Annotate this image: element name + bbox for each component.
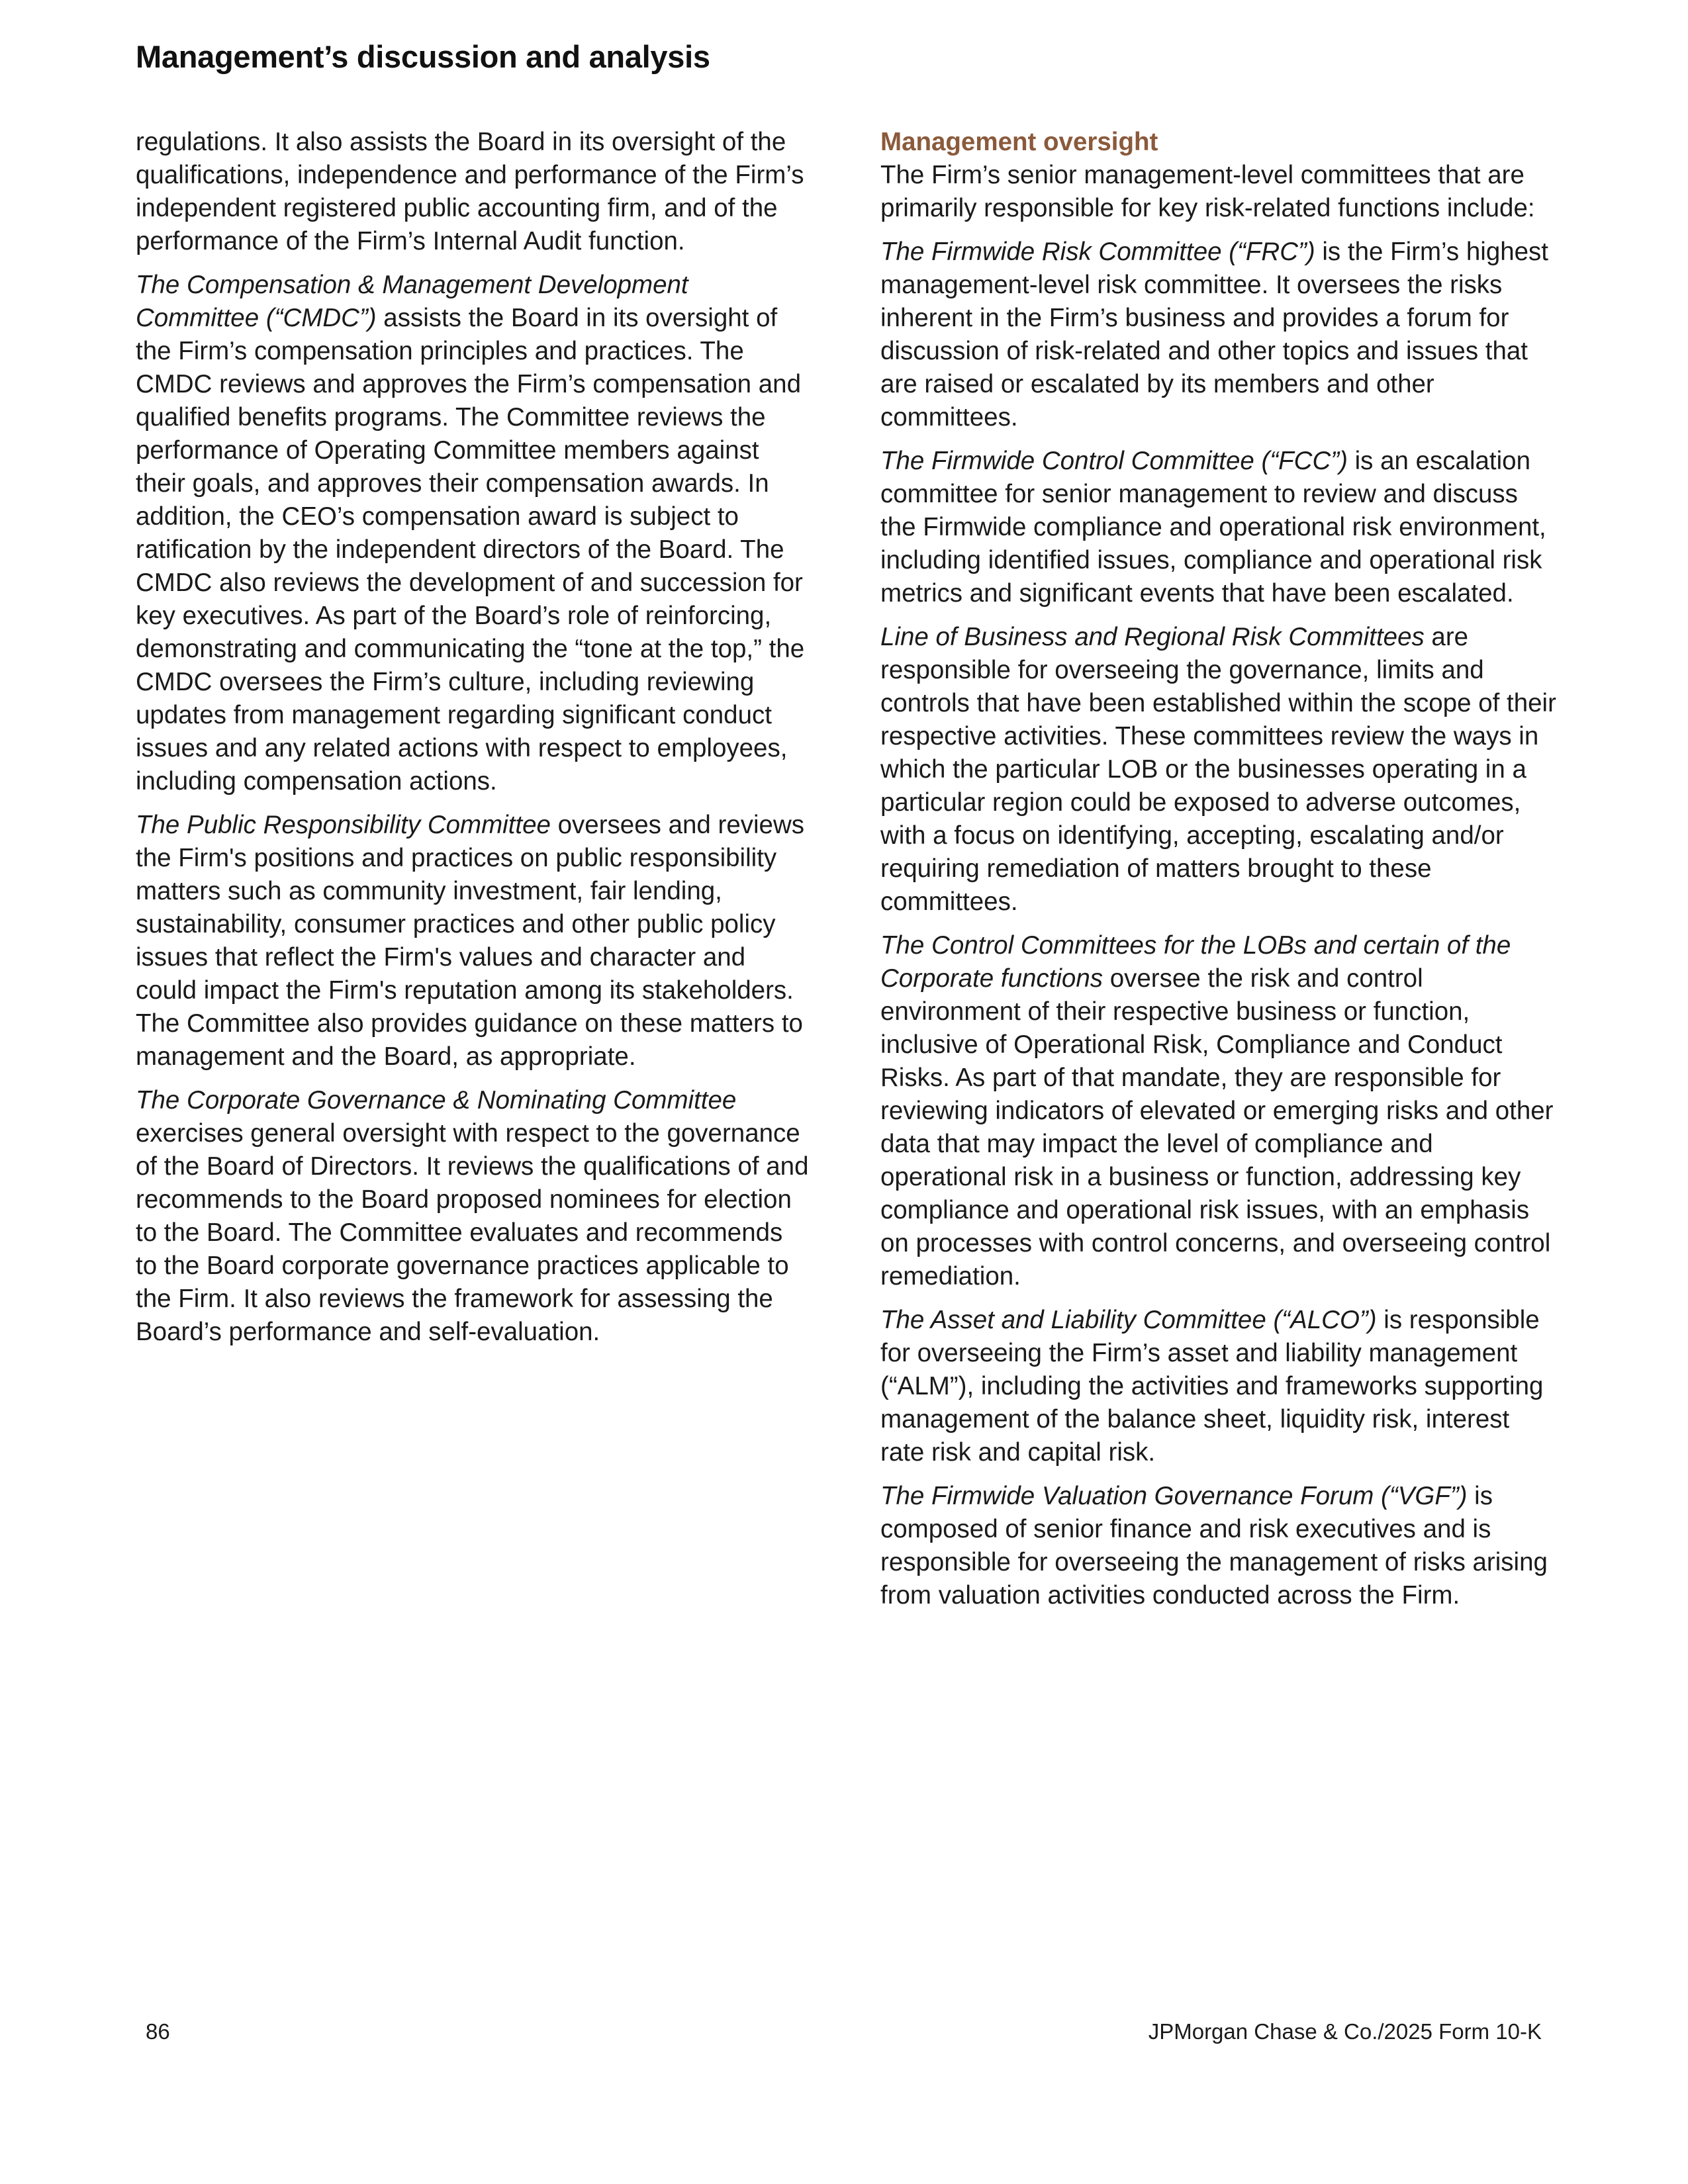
page-title: Management’s discussion and analysis: [136, 39, 710, 74]
footer-source: JPMorgan Chase & Co./2025 Form 10-K: [1148, 2019, 1542, 2044]
paragraph-fcc: [880, 445, 1559, 610]
paragraph-lob-regional: [880, 621, 1559, 919]
paragraph-alco: [880, 1304, 1559, 1469]
committee-name-fcc: The Firmwide Control Committee (“FCC”): [880, 447, 1348, 475]
paragraph-audit-committee-continued: [136, 126, 811, 258]
paragraph-text: is responsible for overseeing the Firm’s asset and liability management (“ALM”), including the activities and frameworks supporting management of the balance sheet, liquidity risk, interest rate risk and capital risk.: [880, 1306, 1544, 1467]
paragraph-public-responsibility: [136, 809, 811, 1073]
committee-name-frc: The Firmwide Risk Committee (“FRC”): [880, 238, 1315, 266]
committee-name-lob-regional: Line of Business and Regional Risk Committees: [880, 623, 1425, 651]
paragraph-cmdc: [136, 269, 811, 798]
paragraph-intro: [880, 159, 1559, 225]
paragraph-text: are responsible for overseeing the governance, limits and controls that have been established within the scope of their respective activities. These committees review the ways in which the particular LOB or the businesses operating in a particular region could be exposed to adverse outcomes, with a focus on identifying, accepting, escalating and/or requiring remediation of matters brought to these committees.: [880, 623, 1556, 916]
committee-name-vgf: The Firmwide Valuation Governance Forum (“VGF”): [880, 1482, 1468, 1510]
paragraph-text: oversee the risk and control environment of their respective business or function, inclusive of Operational Risk, Compliance and Conduct Risks. As part of that mandate, they are responsible for reviewing indicators of elevated or emerging risks and other data that may impact the level of compliance and operational risk in a business or function, addressing key compliance and operational risk issues, with an emphasis on processes with control concerns, and overseeing control remediation.: [880, 964, 1554, 1291]
page-number: 86: [146, 2019, 170, 2044]
section-heading-management-oversight: Management oversight: [880, 128, 1158, 156]
paragraph-text: regulations. It also assists the Board in its oversight of the qualifications, independence and performance of the Firm’s independent registered public accounting firm, and of the performance of the Firm’s Internal Audit function.: [136, 128, 804, 255]
paragraph-text: exercises general oversight with respect to the governance of the Board of Directors. It reviews the qualifications of and recommends to the Board proposed nominees for election to the Board. The Committee evaluates and recommends to the Board corporate governance practices applicable to the Firm. It also reviews the framework for assessing the Board’s performance and self-evaluation.: [136, 1119, 809, 1346]
committee-name-alco: The Asset and Liability Committee (“ALCO”): [880, 1306, 1377, 1334]
right-column: [880, 126, 1559, 1623]
committee-name-public-responsibility: The Public Responsibility Committee: [136, 811, 551, 839]
paragraph-text: is the Firm’s highest management-level risk committee. It oversees the risks inherent in the Firm’s business and provides a forum for discussion of risk-related and other topics and issues that are raised or escalated by its members and other committees.: [880, 238, 1548, 432]
paragraph-text: is an escalation committee for senior management to review and discuss the Firmwide compliance and operational risk environment, including identified issues, compliance and operational risk metrics and significant events that have been escalated.: [880, 447, 1546, 608]
paragraph-text: The Firm’s senior management-level committees that are primarily responsible for key risk-related functions include:: [880, 161, 1535, 222]
committee-name-control-committees: The Control Committees for the LOBs and certain of the Corporate functions: [880, 931, 1511, 993]
paragraph-corporate-governance: [136, 1084, 811, 1349]
committee-name-cmdc: The Compensation & Management Development Committee (“CMDC”): [136, 271, 688, 332]
committee-name-corporate-governance: The Corporate Governance & Nominating Committee: [136, 1086, 737, 1115]
paragraph-text: assists the Board in its oversight of the Firm’s compensation principles and practices. The CMDC reviews and approves the Firm’s compensation and qualified benefits programs. The Committee reviews the performance of Operating Committee members against their goals, and approves their compensation awards. In addition, the CEO’s compensation award is subject to ratification by the independent directors of the Board. The CMDC also reviews the development of and succession for key executives. As part of the Board’s role of reinforcing, demonstrating and communicating the “tone at the top,” the CMDC oversees the Firm’s culture, including reviewing updates from management regarding significant conduct issues and any related actions with respect to employees, including compensation actions.: [136, 304, 805, 796]
paragraph-control-committees: [880, 929, 1559, 1293]
left-column: [136, 126, 811, 1359]
paragraph-text: oversees and reviews the Firm's positions and practices on public responsibility matters such as community investment, fair lending, sustainability, consumer practices and other public policy issues that reflect the Firm's values and character and could impact the Firm's reputation among its stakeholders. The Committee also provides guidance on these matters to management and the Board, as appropriate.: [136, 811, 804, 1071]
paragraph-frc: [880, 236, 1559, 434]
paragraph-text: is composed of senior finance and risk executives and is responsible for overseeing the management of risks arising from valuation activities conducted across the Firm.: [880, 1482, 1548, 1610]
paragraph-vgf: [880, 1480, 1559, 1612]
